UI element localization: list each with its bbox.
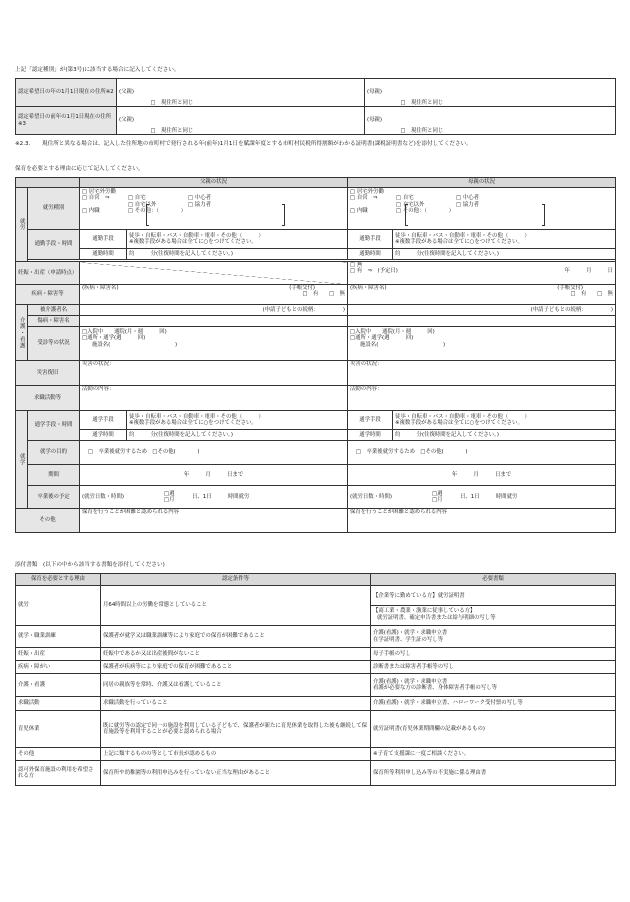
father-cared-disease[interactable] bbox=[80, 316, 348, 327]
commute-means-label: 通勤手段 bbox=[80, 230, 127, 249]
commute-checkbox[interactable]: □通所・通学(週 回) bbox=[82, 335, 146, 342]
father-address-field[interactable] bbox=[149, 79, 365, 107]
after-label: 卒業後の予定 bbox=[28, 486, 80, 509]
doc-cond: 妊娠中であるか又は出産後間がないこと bbox=[101, 648, 371, 661]
mother-jobseek[interactable]: 活動の内容： bbox=[348, 386, 616, 411]
doc-required: 介護(看護)・就学・求職申立書、ハローワーク受付票の写し等 bbox=[371, 697, 616, 711]
residence-note-number: ※2.3. bbox=[15, 141, 31, 147]
father-pregnancy-na bbox=[80, 262, 348, 285]
piecework-checkbox[interactable]: □ 内職 bbox=[82, 208, 100, 215]
helper-checkbox[interactable]: □ 協力者 bbox=[456, 201, 479, 208]
commute-time-label: 通勤時間 bbox=[348, 249, 393, 260]
father-disease[interactable] bbox=[80, 285, 348, 305]
father-commute-means[interactable] bbox=[127, 230, 348, 249]
home-checkbox[interactable]: □ 自宅 bbox=[396, 195, 414, 202]
cared-name-label: 被介護者名 bbox=[28, 305, 80, 316]
mother-cared-disease[interactable] bbox=[348, 316, 616, 327]
father-header: 父親の状況 bbox=[80, 178, 348, 188]
handbook-label: (手帳交付) bbox=[289, 285, 316, 291]
care-group-label: 介護・看護 bbox=[16, 305, 28, 361]
mother-after[interactable] bbox=[348, 486, 616, 509]
pregnancy-label: 妊娠・出産（申請時点） bbox=[16, 262, 80, 285]
disease-label: 疾病・障害等 bbox=[16, 285, 80, 305]
main-person-checkbox[interactable]: □ 中心者 bbox=[456, 195, 479, 202]
doc-reason: 介護・看護 bbox=[16, 674, 101, 697]
doc-required bbox=[371, 586, 616, 626]
study-group-label: 就学 bbox=[16, 411, 28, 509]
mother-cared-name[interactable]: (申請子どもとの続柄： ) bbox=[348, 305, 616, 316]
hospital-checkbox[interactable]: □入院中 通院(月・週 回) bbox=[350, 329, 435, 335]
outside-work-checkbox[interactable]: □ 居宅外労働 bbox=[82, 189, 116, 195]
commute-options[interactable]: 徒歩・自転車・バス・自動車・電車・その他（ ） bbox=[129, 232, 264, 239]
other-checkbox[interactable]: □ その他：（ ） bbox=[128, 208, 187, 215]
father-cared-name[interactable]: (申請子どもとの続柄： ) bbox=[80, 305, 348, 316]
doc-required: ※子育て支援課に一度ご相談ください。 bbox=[371, 748, 616, 761]
study-options[interactable]: 徒歩・自転車・バス・自動車・電車・その他（ ） bbox=[129, 413, 264, 420]
father-period[interactable]: 年 月 日まで bbox=[80, 465, 348, 486]
facility-name[interactable]: 施設名( ) bbox=[360, 341, 446, 348]
commute-note: ※複数手段がある場合は全てに○をつけてください。 bbox=[395, 239, 523, 245]
father-after[interactable] bbox=[80, 486, 348, 509]
after-days[interactable]: 日、1日 時間就労 bbox=[192, 493, 250, 500]
father-study-time[interactable]: 約 分(往復時間を記入してください。) bbox=[127, 430, 348, 441]
other-checkbox[interactable]: □ その他：（ ） bbox=[396, 208, 455, 215]
mother-disease[interactable] bbox=[348, 285, 616, 305]
study-purpose-label: 就学の目的 bbox=[28, 441, 80, 465]
handbook-options[interactable]: □ 有 □ 無 bbox=[570, 291, 614, 298]
father-care-status[interactable] bbox=[80, 327, 348, 361]
care-status-label: 受診等の状況 bbox=[28, 327, 80, 361]
doc-required: 母子手帳の写し bbox=[371, 648, 616, 661]
doc-required: 就労証明書(育児休業期間欄の記載があるもの) bbox=[371, 711, 616, 748]
same-address-checkbox[interactable]: □ 現住所と同じ bbox=[150, 99, 194, 106]
week-checkbox[interactable]: □週 bbox=[432, 490, 443, 497]
father-shuro-type[interactable] bbox=[80, 188, 348, 230]
doc-reason: 就労 bbox=[16, 586, 101, 626]
mother-period[interactable]: 年 月 日まで bbox=[348, 465, 616, 486]
reason-intro: 保育を必要とする理由に応じて記入してください。 bbox=[15, 166, 144, 172]
disease-name-label: (疾病・障害名) bbox=[82, 285, 119, 291]
doc-required bbox=[371, 626, 616, 648]
mother-label: (母親) bbox=[365, 107, 399, 135]
home-checkbox[interactable]: □ 自宅 bbox=[128, 195, 146, 202]
jobseek-label: 求職活動等 bbox=[16, 386, 80, 411]
doc-required: 保育所等利用申し込み等の不実施に係る理由書 bbox=[371, 761, 616, 786]
corner-cell bbox=[16, 178, 80, 188]
father-study-purpose[interactable]: □ 卒業後就労するため □その他( ) bbox=[80, 441, 348, 465]
doc-reason: 妊娠・出産 bbox=[16, 648, 101, 661]
commute-means-label: 通勤手段 bbox=[348, 230, 393, 249]
doc-cond: 上記に類するものの等として市長が認めるもの bbox=[101, 748, 371, 761]
doc-line: 【企業等に勤めている方】就労証明書 bbox=[371, 590, 615, 606]
study-commute-label: 通学手段・時間 bbox=[28, 411, 80, 441]
commute-label: 通勤手段・時間 bbox=[28, 230, 80, 260]
after-days[interactable]: 日、1日 時間就労 bbox=[460, 493, 518, 500]
doc-cond: 既に就労等の認定で同一の施設を利用している子どもで、保護者が新たに育児休業を取得した後も継続して保育施設等を利用することが必要と認められる場合 bbox=[101, 711, 371, 748]
disease-name-label: (疾病・障害名) bbox=[350, 285, 387, 291]
same-address-checkbox[interactable]: □ 現住所と同じ bbox=[150, 127, 194, 134]
after-text: (就労日数・時間) bbox=[82, 493, 124, 500]
doc-cond: 求職活動を行っていること bbox=[101, 697, 371, 711]
self-employed-checkbox[interactable]: □ 自営 ⇒ bbox=[82, 195, 110, 202]
month-checkbox[interactable]: □月 bbox=[432, 497, 443, 503]
mother-other[interactable]: 保育を行うことが困難と認められる内容 bbox=[348, 509, 616, 533]
doc-line: 【商工業・農業・漁業に従事している方】 bbox=[373, 608, 476, 615]
bracket-left-icon bbox=[146, 204, 149, 226]
same-address-checkbox[interactable]: □ 現住所と同じ bbox=[400, 99, 444, 106]
after-text: (就労日数・時間) bbox=[350, 493, 392, 500]
doc-cond: 保護者が疾病等により家庭での保育が困難であること bbox=[101, 661, 371, 674]
hospital-checkbox[interactable]: □入院中 通院(月・週 回) bbox=[82, 329, 167, 335]
father-study-means[interactable] bbox=[127, 411, 348, 430]
mother-disaster[interactable]: 災害の状況： bbox=[348, 361, 616, 386]
mother-commute-time[interactable]: 約 分(往復時間を記入してください。) bbox=[393, 249, 616, 260]
study-time-label: 通学時間 bbox=[348, 430, 393, 441]
doc-cond: 月64時間以上の労働を常態としていること bbox=[101, 586, 371, 626]
disaster-label: 災害復旧 bbox=[16, 361, 80, 386]
docs-table bbox=[15, 573, 616, 786]
residence-note: 現住所と異なる場合は、記入した住所地の市町村で発行される年(前年)1月1日を賦課年度とする市町村民税所得割額がわかる証明書(課税証明書など)を添付してください。 bbox=[42, 141, 472, 147]
helper-checkbox[interactable]: □ 協力者 bbox=[188, 201, 211, 208]
father-address-field[interactable] bbox=[149, 107, 365, 135]
pregnancy-none-checkbox[interactable]: □ 無 bbox=[350, 262, 363, 268]
doc-line: 看護が必要な方の診断書、身体障害者手帳の写し等 bbox=[373, 685, 497, 691]
doc-cond: 同居の親族等を常時、介護又は看護していること bbox=[101, 674, 371, 697]
commute-note: ※複数手段がある場合は全てに○をつけてください。 bbox=[129, 239, 257, 245]
other-label: その他 bbox=[16, 509, 80, 533]
study-time-label: 通学時間 bbox=[80, 430, 127, 441]
main-person-checkbox[interactable]: □ 中心者 bbox=[188, 195, 211, 202]
commute-checkbox[interactable]: □通所・通学(週 回) bbox=[350, 335, 414, 342]
commute-time-label: 通勤時間 bbox=[80, 249, 127, 260]
docs-intro: 添付書類 (以下の中から該当する書類を添付してください) bbox=[15, 562, 165, 568]
docs-header-cond: 認定条件等 bbox=[101, 574, 371, 586]
bracket-left-icon bbox=[405, 204, 408, 226]
doc-line: 在学証明書、学生証の写し等 bbox=[373, 636, 444, 643]
doc-cond: 保育所や幼稚園等の利用申込みを行っていない正当な理由があること bbox=[101, 761, 371, 786]
doc-reason: 求職活動 bbox=[16, 697, 101, 711]
mother-study-time[interactable]: 約 分(往復時間を記入してください。) bbox=[393, 430, 616, 441]
mother-address-field[interactable] bbox=[399, 79, 616, 107]
doc-required bbox=[371, 674, 616, 697]
doc-line: 介護(看護)・就学・求職申立書 bbox=[373, 630, 448, 637]
doc-cond: 保護者が就学又は職業訓練等により家庭での保育が困難であること bbox=[101, 626, 371, 648]
residence-label-current-year: 認定希望日の年の1月1日現在の住所※2 bbox=[16, 79, 117, 107]
mother-header: 母親の状況 bbox=[348, 178, 616, 188]
doc-line: 介護(看護)・就学・求職申立書 bbox=[373, 678, 448, 685]
doc-reason: 就学・職業訓練 bbox=[16, 626, 101, 648]
docs-header-docs: 必要書類 bbox=[371, 574, 616, 586]
father-other[interactable]: 保育を行うことが困難と認められる内容 bbox=[80, 509, 348, 533]
residence-label-prev-year: 認定希望日の前年の1月1日現在の住所※3 bbox=[16, 107, 117, 135]
mother-address-field[interactable] bbox=[399, 107, 616, 135]
study-options[interactable]: 徒歩・自転車・バス・自動車・電車・その他（ ） bbox=[395, 413, 530, 420]
study-note: ※複数手段がある場合は全てに○をつけてください。 bbox=[129, 420, 257, 426]
same-address-checkbox[interactable]: □ 現住所と同じ bbox=[400, 127, 444, 134]
section-intro: 上記「認定種別」が(第3号)に該当する場合に記入してください。 bbox=[15, 67, 180, 73]
study-means-label: 通学手段 bbox=[80, 411, 127, 430]
father-commute-time[interactable]: 約 分(往復時間を記入してください。) bbox=[127, 249, 348, 260]
docs-header-reason: 保育を必要とする理由 bbox=[16, 574, 101, 586]
outside-home-checkbox[interactable]: □ 自宅以外 bbox=[396, 201, 425, 208]
study-means-label: 通学手段 bbox=[348, 411, 393, 430]
father-jobseek[interactable]: 活動の内容： bbox=[80, 386, 348, 411]
residence-table bbox=[15, 78, 616, 135]
facility-name[interactable]: 施設名( ) bbox=[92, 341, 178, 348]
bracket-right-icon bbox=[282, 204, 285, 226]
mother-pregnancy[interactable] bbox=[348, 262, 616, 285]
mother-commute-means[interactable] bbox=[393, 230, 616, 249]
week-checkbox[interactable]: □週 bbox=[164, 490, 175, 497]
doc-reason: その他 bbox=[16, 748, 101, 761]
shuro-group-label: 就労 bbox=[16, 188, 28, 262]
doc-line: 就労証明書、確定申告書または給与明細の写し等 bbox=[377, 614, 496, 621]
outside-work-checkbox[interactable]: □ 居宅外労働 bbox=[350, 189, 384, 195]
mother-study-means[interactable] bbox=[393, 411, 616, 430]
shuro-type-label: 就労種別 bbox=[28, 188, 80, 230]
doc-reason: 疾病・障がい bbox=[16, 661, 101, 674]
mother-shuro-type[interactable] bbox=[348, 188, 616, 230]
father-label: (父親) bbox=[117, 79, 149, 107]
handbook-options[interactable]: □ 有 □ 無 bbox=[302, 291, 346, 298]
due-date[interactable]: 年 月 日 bbox=[564, 268, 614, 275]
study-note: ※複数手段がある場合は全てに○をつけてください。 bbox=[395, 420, 523, 426]
doc-reason: 育児休業 bbox=[16, 711, 101, 748]
reason-table bbox=[15, 177, 616, 533]
commute-options[interactable]: 徒歩・自転車・バス・自動車・電車・その他（ ） bbox=[395, 232, 530, 239]
piecework-checkbox[interactable]: □ 内職 bbox=[350, 208, 368, 215]
outside-home-checkbox[interactable]: □ 自宅以外 bbox=[128, 201, 157, 208]
mother-study-purpose[interactable]: □ 卒業後就労するため □その他( ) bbox=[348, 441, 616, 465]
pregnancy-yes-checkbox[interactable]: □ 有 ⇒ (予定日) bbox=[350, 268, 398, 275]
doc-required: 診断書または障害者手帳等の写し bbox=[371, 661, 616, 674]
handbook-label: (手帳交付) bbox=[557, 285, 584, 291]
mother-label: (母親) bbox=[365, 79, 399, 107]
month-checkbox[interactable]: □月 bbox=[164, 497, 175, 503]
mother-care-status[interactable] bbox=[348, 327, 616, 361]
doc-reason: 認可外保育施設の利用を希望される方 bbox=[16, 761, 101, 786]
self-employed-checkbox[interactable]: □ 自営 ⇒ bbox=[350, 195, 378, 202]
father-disaster[interactable]: 災害の状況： bbox=[80, 361, 348, 386]
bracket-right-icon bbox=[542, 204, 545, 226]
father-label: (父親) bbox=[117, 107, 149, 135]
period-label: 期間 bbox=[28, 465, 80, 486]
cared-disease-label: 傷病・障害名 bbox=[28, 316, 80, 327]
